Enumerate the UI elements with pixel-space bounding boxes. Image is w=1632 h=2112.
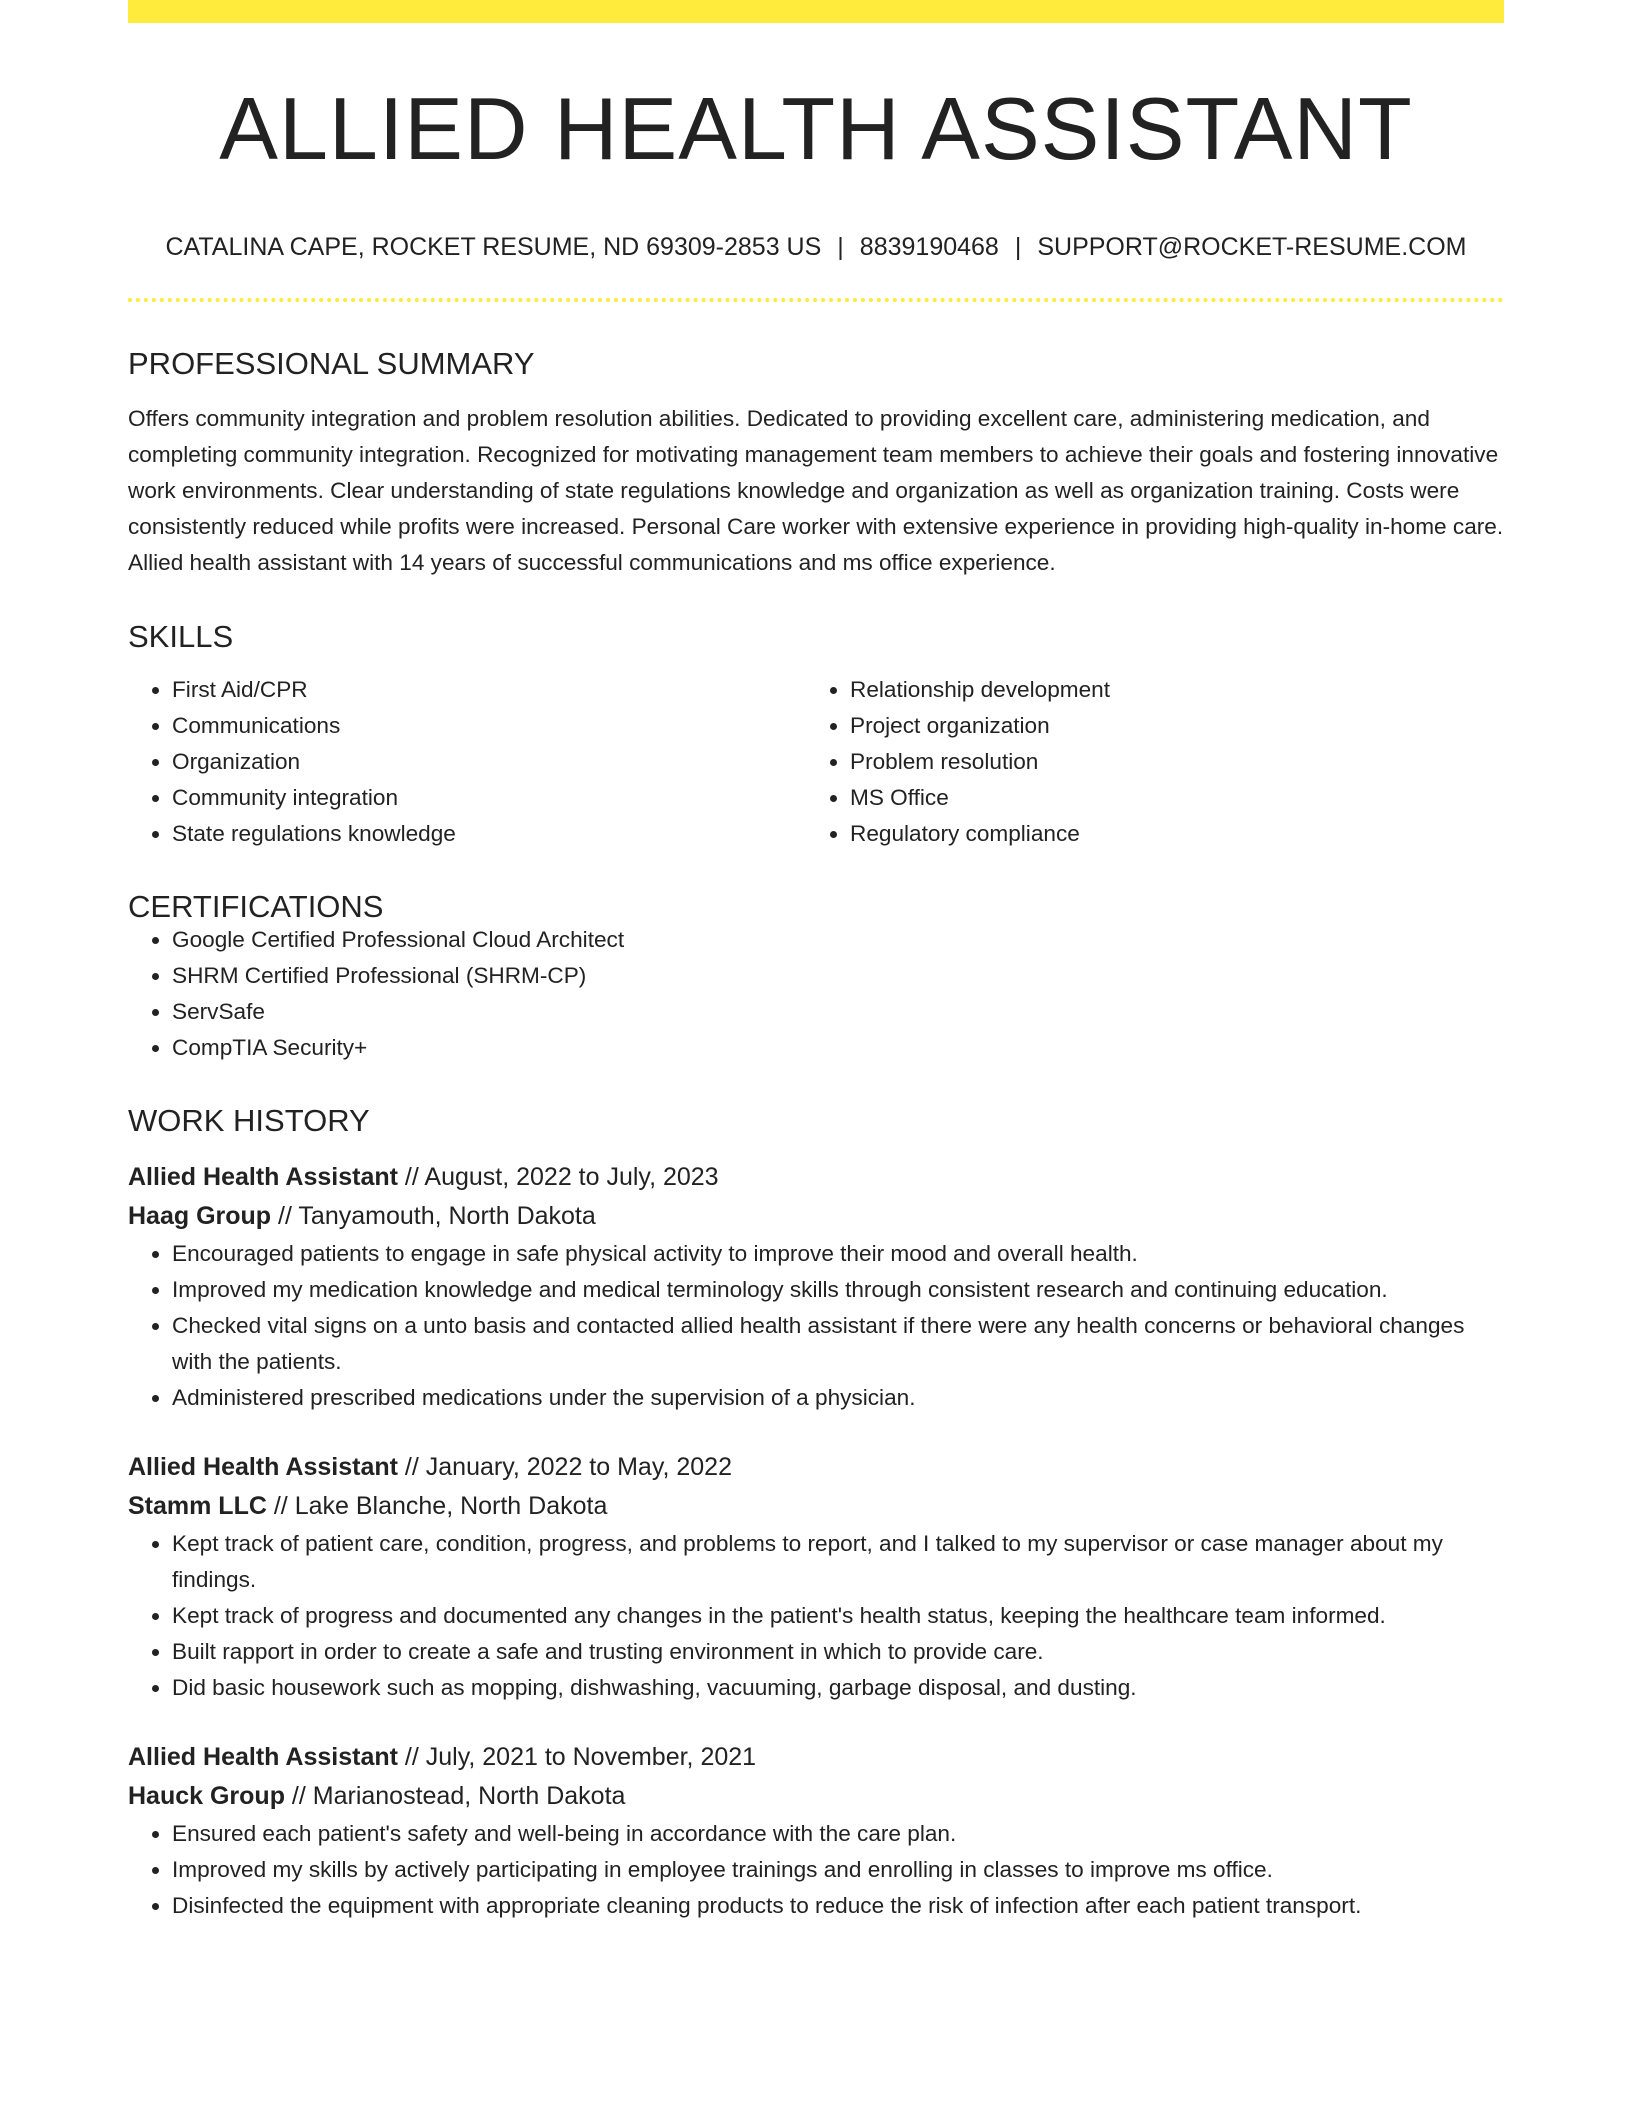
job-location: // Tanyamouth, North Dakota [271, 1202, 596, 1230]
job-role: Allied Health Assistant [128, 1163, 398, 1191]
skills-heading: SKILLS [128, 619, 234, 654]
job-company: Stamm LLC [128, 1492, 267, 1520]
job-title-line [128, 1448, 1504, 1487]
skill-item: • First Aid/CPR [172, 672, 806, 708]
summary-text: Offers community integration and problem resolution abilities. Dedicated to providing excellent care, administering medication, and completing community integration. Recognized for motivating management team members to achieve their goals and fostering innovative work environments. Clear understanding of state regulations knowledge and organization as well as organization training. Costs were consistently reduced while profits were increased. Personal Care worker with extensive experience in providing high-quality in-home care. Allied health assistant with 14 years of successful communications and ms office experience. [128, 406, 1504, 575]
job-company-line [128, 1487, 1504, 1526]
skill-item: • State regulations knowledge [172, 816, 806, 852]
skill-item: • Problem resolution [850, 744, 1504, 780]
job-bullet: • Built rapport in order to create a safe and trusting environment in which to provide care. [172, 1634, 1504, 1670]
skill-item: • Relationship development [850, 672, 1504, 708]
job-company: Haag Group [128, 1202, 272, 1230]
certification-item: • ServSafe [172, 994, 1504, 1030]
certifications-heading: CERTIFICATIONS [128, 889, 384, 924]
job-entry [128, 1448, 1504, 1706]
email: SUPPORT@ROCKET-RESUME.COM [1037, 233, 1467, 261]
job-dates: // July, 2021 to November, 2021 [397, 1743, 757, 1771]
job-bullet: • Did basic housework such as mopping, dishwashing, vacuuming, garbage disposal, and dusting. [172, 1670, 1504, 1706]
job-location: // Marianostead, North Dakota [284, 1782, 626, 1810]
contact-line [128, 235, 1504, 260]
job-dates: // August, 2022 to July, 2023 [397, 1163, 719, 1191]
job-title-line [128, 1738, 1504, 1777]
work-history-heading: WORK HISTORY [128, 1103, 370, 1138]
job-entry [128, 1738, 1504, 1924]
skill-item: • Community integration [172, 780, 806, 816]
job-title-line [128, 1158, 1504, 1197]
job-bullet: • Encouraged patients to engage in safe physical activity to improve their mood and overall health. [172, 1236, 1504, 1272]
skill-item: • Project organization [850, 708, 1504, 744]
resume-page [128, 0, 1504, 1924]
contact-separator: | [837, 233, 844, 261]
skill-item: • Communications [172, 708, 806, 744]
job-bullets [128, 1236, 1504, 1416]
job-bullet: • Improved my medication knowledge and medical terminology skills through consistent research and continuing education. [172, 1272, 1504, 1308]
dotted-divider [128, 298, 1504, 302]
job-bullets [128, 1526, 1504, 1706]
job-bullet: • Disinfected the equipment with appropriate cleaning products to reduce the risk of infection after each patient transport. [172, 1888, 1504, 1924]
job-bullet: • Kept track of progress and documented any changes in the patient's health status, keeping the healthcare team informed. [172, 1598, 1504, 1634]
contact-separator: | [1014, 233, 1022, 261]
certification-item: • SHRM Certified Professional (SHRM-CP) [172, 958, 1504, 994]
job-company-line [128, 1777, 1504, 1816]
job-role: Allied Health Assistant [128, 1453, 398, 1481]
skill-item: • Regulatory compliance [850, 816, 1504, 852]
job-bullet: • Checked vital signs on a unto basis and contacted allied health assistant if there were any health concerns or behavioral changes with the patients. [172, 1308, 1504, 1380]
summary-heading: PROFESSIONAL SUMMARY [128, 346, 535, 381]
skill-item: • Organization [172, 744, 806, 780]
job-company: Hauck Group [128, 1782, 285, 1810]
job-role: Allied Health Assistant [128, 1743, 398, 1771]
job-bullets [128, 1816, 1504, 1924]
address: CATALINA CAPE, ROCKET RESUME, ND 69309-2853 US [165, 233, 822, 261]
phone: 8839190468 [859, 233, 999, 261]
job-bullet: • Administered prescribed medications under the supervision of a physician. [172, 1380, 1504, 1416]
job-entry [128, 1158, 1504, 1416]
skills-list-left [128, 672, 806, 852]
skill-item: • MS Office [850, 780, 1504, 816]
job-bullet: • Kept track of patient care, condition, progress, and problems to report, and I talked to my supervisor or case manager about my findings. [172, 1526, 1504, 1598]
accent-bar [128, 0, 1504, 23]
job-dates: // January, 2022 to May, 2022 [397, 1453, 732, 1481]
certification-item: • CompTIA Security+ [172, 1030, 1504, 1066]
resume-name: ALLIED HEALTH ASSISTANT [219, 79, 1413, 178]
certifications-list [128, 922, 1504, 1066]
certification-item: • Google Certified Professional Cloud Architect [172, 922, 1504, 958]
job-bullet: • Improved my skills by actively participating in employee trainings and enrolling in classes to improve ms office. [172, 1852, 1504, 1888]
job-location: // Lake Blanche, North Dakota [266, 1492, 608, 1520]
job-bullet: • Ensured each patient's safety and well-being in accordance with the care plan. [172, 1816, 1504, 1852]
job-company-line [128, 1197, 1504, 1236]
skills-list-right [806, 672, 1504, 852]
skills-grid [128, 672, 1504, 852]
